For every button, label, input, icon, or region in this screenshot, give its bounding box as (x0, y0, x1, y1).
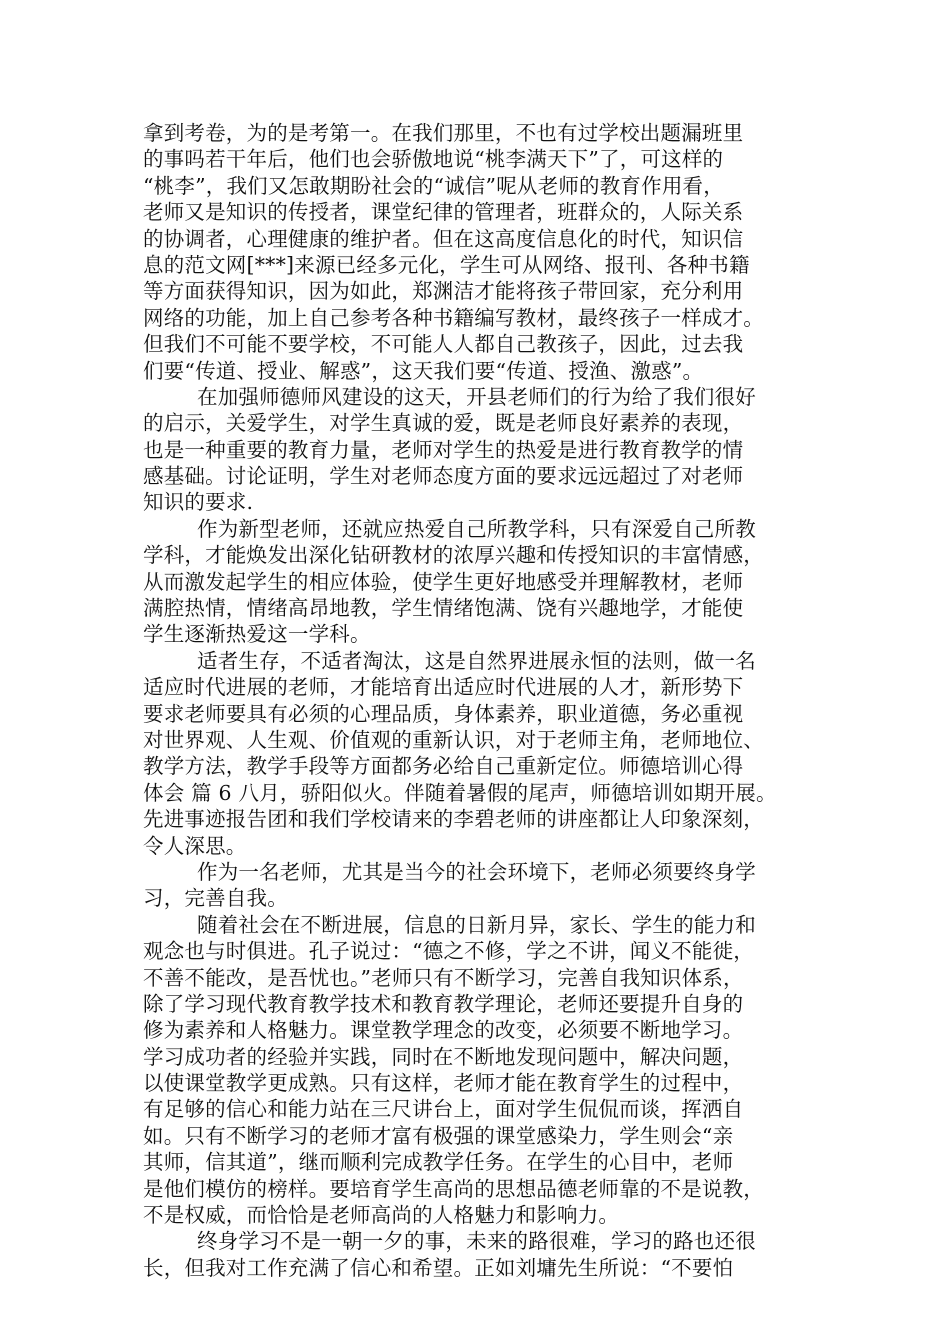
text-line: 除了学习现代教育教学技术和教育教学理论，老师还要提升自身的 (143, 991, 744, 1016)
text-line: 网络的功能，加上自己参考各种书籍编写教材，最终孩子一样成才。 (143, 305, 764, 330)
text-line: 如。只有不断学习的老师才富有极强的课堂感染力，学生则会“亲 (143, 1123, 734, 1148)
text-line: 不善不能改，是吾忧也。”老师只有不断学习，完善自我知识体系， (143, 965, 744, 990)
text-line: 作为一名老师，尤其是当今的社会环境下，老师必须要终身学 (197, 859, 756, 884)
text-line: 等方面获得知识，因为如此，郑渊洁才能将孩子带回家，充分利用 (143, 279, 744, 304)
text-line: 拿到考卷，为的是考第一。在我们那里，不也有过学校出题漏班里 (143, 121, 744, 145)
text-line: “桃李”，我们又怎敢期盼社会的“诚信”呢从老师的教育作用看， (143, 173, 724, 198)
text-line: 满腔热情，情绪高昂地教，学生情绪饱满、饶有兴趣地学，才能使 (143, 596, 744, 621)
text-line: 息的范文网[***]来源已经多元化，学生可从网络、报刊、各种书籍 (143, 252, 750, 277)
text-line: 学习成功者的经验并实践，同时在不断地发现问题中，解决问题， (143, 1044, 744, 1069)
text-line: 习，完善自我。 (143, 886, 288, 911)
text-line: 学生逐渐热爱这一学科。 (143, 622, 371, 647)
text-line: 在加强师德师风建设的这天，开县老师们的行为给了我们很好 (197, 384, 756, 409)
document-body (143, 120, 827, 1281)
text-line: 感基础。讨论证明，学生对老师态度方面的要求远远超过了对老师 (143, 464, 744, 489)
text-line: 令人深思。 (143, 833, 247, 858)
text-line: 终身学习不是一朝一夕的事，未来的路很难，学习的路也还很 (197, 1229, 756, 1254)
text-line: 也是一种重要的教育力量，老师对学生的热爱是进行教育教学的情 (143, 437, 744, 462)
text-line: 是他们模仿的榜样。要培育学生高尚的思想品德老师靠的不是说教， (143, 1176, 764, 1201)
text-line: 适者生存，不适者淘汰，这是自然界进展永恒的法则，做一名 (197, 648, 756, 673)
text-line: 要求老师要具有必须的心理品质，身体素养，职业道德，务必重视 (143, 701, 744, 726)
text-line: 的协调者，心理健康的维护者。但在这高度信息化的时代，知识信 (143, 226, 744, 251)
text-line: 有足够的信心和能力站在三尺讲台上，面对学生侃侃而谈，挥洒自 (143, 1097, 744, 1122)
text-line: 适应时代进展的老师，才能培育出适应时代进展的人才，新形势下 (143, 675, 744, 700)
text-line: 学科，才能焕发出深化钻研教材的浓厚兴趣和传授知识的丰富情感， (143, 543, 764, 568)
text-line: 先进事迹报告团和我们学校请来的李碧老师的讲座都让人印象深刻， (143, 807, 764, 832)
text-line: 教学方法，教学手段等方面都务必给自己重新定位。师德培训心得 (143, 754, 744, 779)
text-line: 从而激发起学生的相应体验，使学生更好地感受并理解教材，老师 (143, 569, 744, 594)
text-line: 其师，信其道”，继而顺利完成教学任务。在学生的心目中，老师 (143, 1150, 734, 1175)
text-line: 随着社会在不断进展，信息的日新月异，家长、学生的能力和 (197, 912, 756, 937)
text-line: 长，但我对工作充满了信心和希望。正如刘墉先生所说：“不要怕 (143, 1255, 734, 1280)
text-line: 不是权威，而恰恰是老师高尚的人格魅力和影响力。 (143, 1203, 620, 1228)
text-line: 知识的要求. (143, 490, 254, 515)
text-line: 修为素养和人格魅力。课堂教学理念的改变，必须要不断地学习。 (143, 1018, 744, 1043)
text-line: 作为新型老师，还就应热爱自己所教学科，只有深爱自己所教 (197, 516, 756, 541)
text-line: 体会 篇 6 八月，骄阳似火。伴随着暑假的尾声，师德培训如期开展。 (143, 780, 777, 805)
text-line: 老师又是知识的传授者，课堂纪律的管理者，班群众的，人际关系 (143, 200, 744, 225)
text-line: 对世界观、人生观、价值观的重新认识，对于老师主角，老师地位、 (143, 727, 764, 752)
text-line: 以使课堂教学更成熟。只有这样，老师才能在教育学生的过程中， (143, 1071, 744, 1096)
text-line: 的事吗若干年后，他们也会骄傲地说“桃李满天下”了，可这样的 (143, 147, 724, 172)
text-line: 们要“传道、授业、解惑”，这天我们要“传道、授渔、激惑”。 (143, 358, 704, 383)
text-line: 观念也与时俱进。孔子说过：“德之不修，学之不讲，闻义不能徙， (143, 939, 754, 964)
text-line: 的启示，关爱学生，对学生真诚的爱，既是老师良好素养的表现， (143, 411, 744, 436)
text-line: 但我们不可能不要学校，不可能人人都自己教孩子，因此，过去我 (143, 332, 744, 357)
